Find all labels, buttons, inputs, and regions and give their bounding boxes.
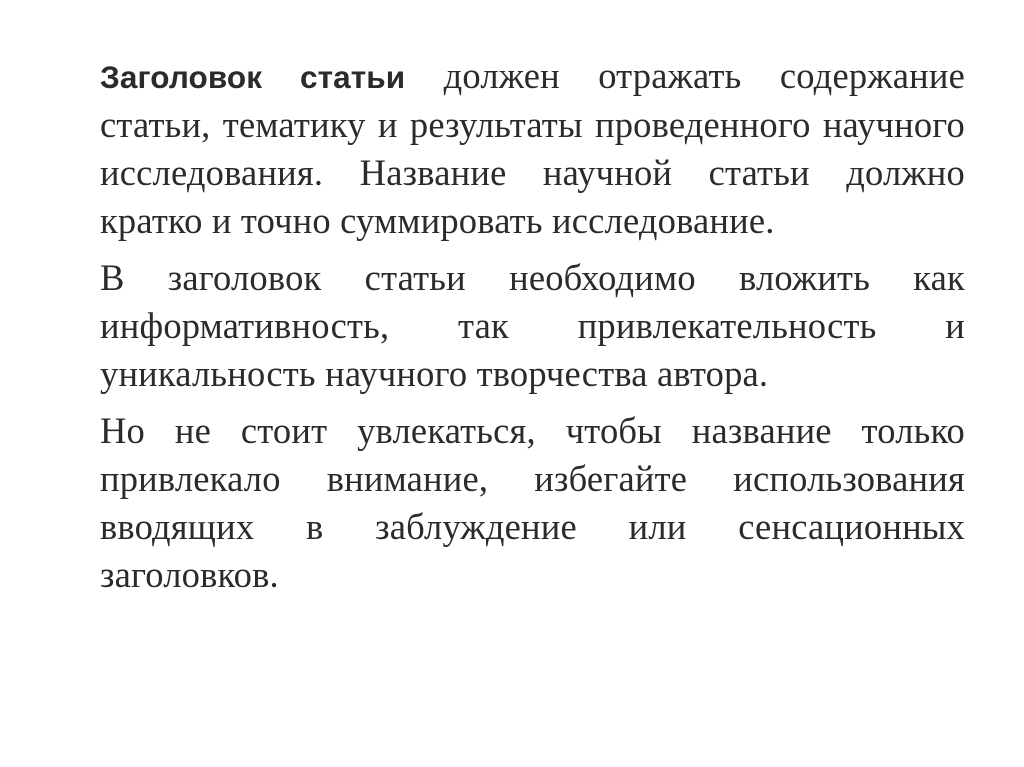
paragraph-2-text: В заголовок статьи необходимо вложить как информативность, так привлекательность и уникальность научного творчества автора.: [100, 257, 965, 394]
slide-body: [100, 52, 965, 608]
paragraph-1-lead: Заголовок статьи: [100, 59, 406, 95]
paragraph-3-text: Но не стоит увлекаться, чтобы название только привлекало внимание, избегайте использования вводящих в заблуждение или сенсационных заголовков.: [100, 410, 965, 595]
paragraph-3: [100, 407, 965, 599]
paragraph-1: [100, 52, 965, 245]
paragraph-1-text: должен отражать содержание статьи, тематику и результаты проведенного научного исследования. Название научной статьи должно кратко и точно суммировать исследование.: [100, 55, 965, 241]
paragraph-2: [100, 254, 965, 398]
